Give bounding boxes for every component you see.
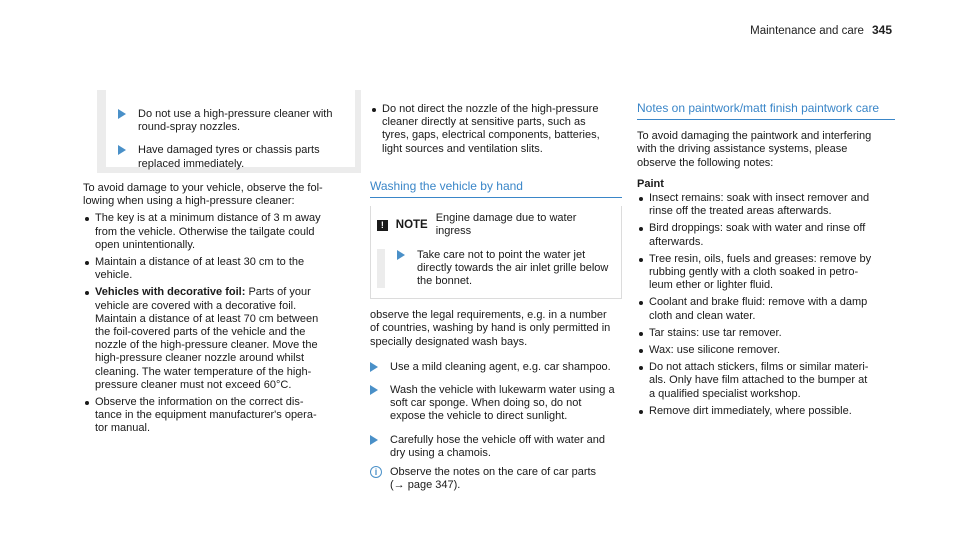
section-title: Notes on paintwork/matt finish paintwork care <box>637 102 895 120</box>
warning-icon: ! <box>377 220 388 231</box>
list-item: Observe the information on the correct dis- tance in the equipment manufacturer's opera- tor manual. <box>83 396 351 436</box>
page-header <box>750 23 892 37</box>
step: Use a mild cleaning agent, e.g. car shampoo. <box>370 361 622 374</box>
list-item: Vehicles with decorative foil: Parts of your vehicle are covered with a decorative foil. Maintain a distance of at least 70 cm between the foil-covered parts of the vehicle and the nozzle of the high-pressure cleaner. Move the high-pressure cleaner nozzle around whilst cleaning. The water temperature of the high- pressure cleaner must not exceed 60°C. <box>83 286 351 392</box>
bullet-icon <box>85 261 89 265</box>
note-text: Engine damage due to water ingress <box>435 212 577 238</box>
list-item: Do not direct the nozzle of the high-pressure cleaner directly at sensitive parts, such as tyres, gaps, electrical components, batteries, light sources and ventilation slits. <box>370 103 622 156</box>
list-item: Remove dirt immediately, where possible. <box>637 405 895 418</box>
info-note <box>370 466 622 492</box>
arrow-icon <box>370 362 378 372</box>
bullet-icon <box>639 227 643 231</box>
step: Have damaged tyres or chassis parts replaced immediately. <box>106 144 355 170</box>
arrow-icon <box>370 435 378 445</box>
bullet-icon <box>85 291 89 295</box>
step: Carefully hose the vehicle off with water and dry using a chamois. <box>370 434 622 460</box>
bullet-list <box>83 212 351 435</box>
arrow-icon <box>397 250 405 260</box>
bullet-icon <box>372 108 376 112</box>
intro-text: To avoid damaging the paintwork and interfering with the driving assistance systems, please observe the following notes: <box>637 130 872 169</box>
list-item: Tar stains: use tar remover. <box>637 327 895 340</box>
bullet-icon <box>639 197 643 201</box>
note-label: NOTE <box>395 218 428 231</box>
info-icon: i <box>370 466 382 478</box>
step: Do not use a high-pressure cleaner with round-spray nozzles. <box>106 108 355 134</box>
section-title: Washing the vehicle by hand <box>370 180 622 198</box>
list-item: Maintain a distance of at least 30 cm to the vehicle. <box>83 256 351 282</box>
page-number: 345 <box>871 23 892 37</box>
subheading: Paint <box>637 177 664 190</box>
list-item: Do not attach stickers, films or similar materi- als. Only have film attached to the bumper at a qualified specialist workshop. <box>637 361 895 401</box>
arrow-icon <box>370 385 378 395</box>
arrow-icon <box>118 145 126 155</box>
bullet-icon <box>639 301 643 305</box>
arrow-icon <box>118 109 126 119</box>
list-item: Wax: use silicone remover. <box>637 344 895 357</box>
bullet-icon <box>639 410 643 414</box>
page-reference-link[interactable]: Observe the notes on the care of car parts (→ page 347). <box>390 466 597 492</box>
warning-steps-box <box>97 90 361 173</box>
intro-text: To avoid damage to your vehicle, observe the fol- lowing when using a high-pressure cleaner: <box>83 182 323 208</box>
bullet-icon <box>639 258 643 262</box>
body-text: observe the legal requirements, e.g. in a number of countries, washing by hand is only permitted in specially designated wash bays. <box>370 309 611 348</box>
note-box <box>370 206 622 299</box>
list-item: Bird droppings: soak with water and rinse off afterwards. <box>637 222 895 248</box>
step: Take care not to point the water jet directly towards the air inlet grille below the bonnet. <box>385 249 611 289</box>
bullet-icon <box>639 332 643 336</box>
list-item: Coolant and brake fluid: remove with a damp cloth and clean water. <box>637 296 895 322</box>
bullet-list <box>637 192 895 418</box>
bullet-icon <box>639 366 643 370</box>
list-item: Insect remains: soak with insect remover and rinse off the treated areas afterwards. <box>637 192 895 218</box>
bullet-icon <box>639 349 643 353</box>
section-name: Maintenance and care <box>750 25 864 37</box>
list-item: The key is at a minimum distance of 3 m away from the vehicle. Otherwise the tailgate could open unintentionally. <box>83 212 351 252</box>
bullet-icon <box>85 401 89 405</box>
bullet-icon <box>85 217 89 221</box>
list-item: Tree resin, oils, fuels and greases: remove by rubbing gently with a cloth soaked in petro- leum ether or lighter fluid. <box>637 253 895 293</box>
step: Wash the vehicle with lukewarm water using a soft car sponge. When doing so, do not expose the vehicle to direct sunlight. <box>370 384 622 424</box>
